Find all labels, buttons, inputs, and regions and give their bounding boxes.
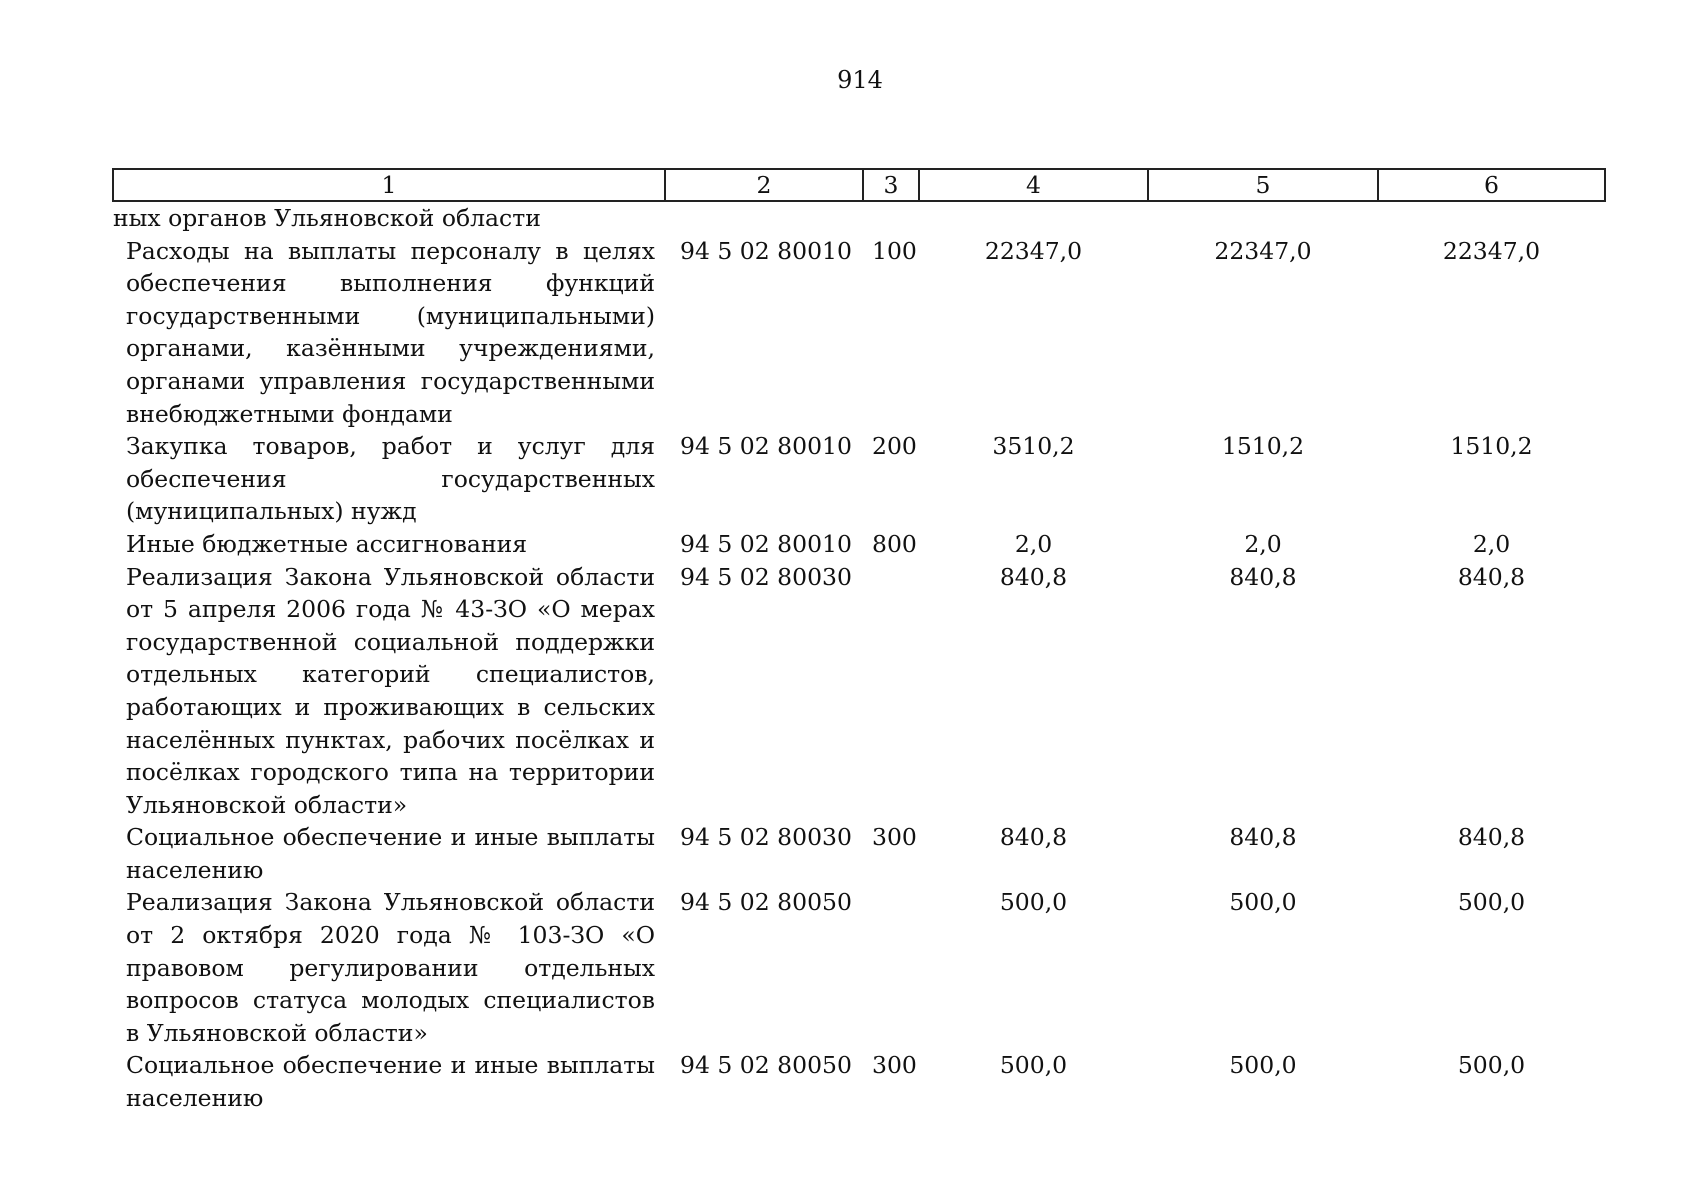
row-value-2: 840,8 [1229, 562, 1297, 591]
row-expense-type: 100 [872, 236, 917, 265]
row-value-2: 500,0 [1229, 1051, 1297, 1080]
budget-table [112, 168, 1606, 1115]
row-name: Социальное обеспечение и иные выплаты населению [126, 1051, 655, 1113]
row-target-code: 94 5 02 80030 [680, 823, 852, 852]
row-expense-type: 800 [872, 529, 917, 558]
row-value-1 [919, 201, 1148, 235]
column-header-3: 3 [863, 169, 919, 201]
row-name-continuation: ных органов Ульяновской области [113, 204, 541, 232]
row-value-3: 2,0 [1472, 529, 1511, 558]
row-name: Расходы на выплаты персоналу в целях обеспечения выполнения функций государственными (муниципальными) органами, казёнными учреждениями, органами управления государственными внебюджетными фондами [126, 236, 655, 428]
table-row [113, 430, 1605, 528]
row-value-3: 1510,2 [1450, 432, 1533, 461]
row-expense-type [863, 201, 919, 235]
row-expense-type [863, 886, 919, 1049]
column-header-1: 1 [113, 169, 665, 201]
table-row [113, 201, 1605, 235]
page-number: 914 [837, 66, 883, 94]
row-value-1: 3510,2 [992, 432, 1075, 461]
row-expense-type [863, 561, 919, 822]
row-value-3 [1378, 201, 1605, 235]
column-header-5: 5 [1148, 169, 1378, 201]
table-row [113, 528, 1605, 561]
column-header-4: 4 [919, 169, 1148, 201]
row-value-2 [1148, 201, 1378, 235]
table-row [113, 235, 1605, 431]
row-value-3: 840,8 [1457, 562, 1526, 591]
table-row [113, 561, 1605, 822]
row-name: Реализация Закона Ульяновской области от 5 апреля 2006 года № 43-ЗО «О мерах государственной социальной поддержки отдельных категорий специалистов, работающих и проживающих в сельских населённых пунктах, рабочих посёлках и посёлках городского типа на территории Ульяновской области» [126, 562, 655, 819]
table-row [113, 821, 1605, 886]
row-value-1: 500,0 [999, 1051, 1068, 1080]
row-value-3: 500,0 [1457, 1051, 1526, 1080]
column-header-2: 2 [665, 169, 863, 201]
row-target-code: 94 5 02 80010 [680, 236, 852, 265]
row-name: Закупка товаров, работ и услуг для обеспечения государственных (муниципальных) нужд [126, 432, 655, 526]
row-expense-type: 200 [872, 432, 917, 461]
row-value-1: 22347,0 [984, 236, 1083, 265]
table-row [113, 886, 1605, 1049]
row-value-2: 1510,2 [1221, 432, 1305, 461]
row-value-3: 840,8 [1457, 823, 1526, 852]
row-value-1: 500,0 [999, 888, 1068, 917]
row-target-code: 94 5 02 80010 [680, 432, 852, 461]
row-value-1: 840,8 [999, 823, 1068, 852]
row-value-3: 500,0 [1457, 888, 1526, 917]
row-name: Иные бюджетные ассигнования [126, 529, 528, 558]
row-value-2: 500,0 [1229, 888, 1297, 917]
row-value-1: 2,0 [1014, 529, 1053, 558]
row-value-2: 840,8 [1229, 823, 1297, 852]
row-value-1: 840,8 [999, 562, 1068, 591]
row-value-3: 22347,0 [1442, 236, 1541, 265]
row-target-code: 94 5 02 80010 [680, 529, 852, 558]
row-expense-type: 300 [872, 1051, 917, 1080]
column-number-header-row [113, 169, 1605, 201]
row-name: Социальное обеспечение и иные выплаты населению [126, 823, 655, 884]
row-target-code: 94 5 02 80050 [680, 1051, 852, 1080]
row-value-2: 2,0 [1244, 529, 1282, 558]
table-row [113, 1049, 1605, 1114]
row-name: Реализация Закона Ульяновской области от 2 октября 2020 года № 103-ЗО «О правовом регулировании отдельных вопросов статуса молодых специалистов в Ульяновской области» [126, 888, 655, 1047]
row-expense-type: 300 [872, 823, 917, 852]
row-target-code: 94 5 02 80030 [680, 562, 852, 591]
row-target-code: 94 5 02 80050 [680, 888, 852, 917]
column-header-6: 6 [1378, 169, 1605, 201]
row-target-code [665, 201, 863, 235]
row-value-2: 22347,0 [1214, 236, 1312, 265]
